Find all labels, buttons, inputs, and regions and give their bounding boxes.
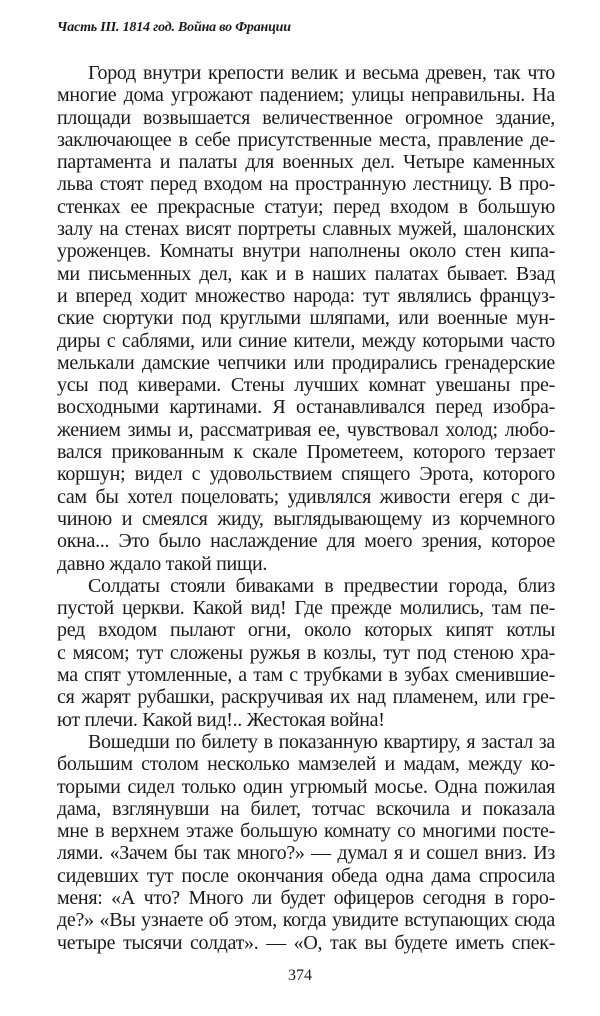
text-line: и вперед ходит множество народа: тут являлись француз- <box>57 284 555 307</box>
text-line: с мясом; тут сложены ружья в козлы, тут под стеною хра- <box>57 641 555 664</box>
text-line: меня: «А что? Много ли будет офицеров сегодня в горо- <box>57 886 555 909</box>
text-line: ред входом пылают огни, около которых кипят котлы <box>57 619 555 642</box>
text-line: многие дома угрожают падением; улицы неправильны. На <box>57 84 555 107</box>
text-line: льва стоят перед входом на пространную лестницу. В про- <box>57 173 555 196</box>
text-line: коршун; видел с удовольствием спящего Эрота, которого <box>57 463 555 486</box>
text-line: Вошедши по билету в показанную квартиру, я застал за <box>88 730 555 753</box>
text-line: усы под киверами. Стены лучших комнат увешаны пре- <box>57 374 555 397</box>
text-line: большим столом несколько мамзелей и мадам, между ко- <box>57 753 555 776</box>
text-line: дама, взглянувши на билет, тотчас вскочила и показала <box>57 797 555 820</box>
text-line: заключающее в себе присутственные места, правление де- <box>57 128 555 151</box>
text-line: восходными картинами. Я останавливался перед изобра- <box>57 396 555 419</box>
text-line: лями. «Зачем бы так много?» — думал я и сошел вниз. Из <box>57 842 555 865</box>
text-line: Солдаты стояли биваками в предвестии города, близ <box>88 574 555 597</box>
text-line: четыре тысячи солдат». — «О, так вы будете иметь спек- <box>57 931 555 954</box>
text-line: сидевших тут после окончания обеда одна дама спросила <box>57 864 555 887</box>
text-line: залу на стенах висят портреты славных мужей, шалонских <box>57 218 555 241</box>
text-line: площади возвышается величественное огромное здание, <box>57 106 555 129</box>
text-line: стенках ее прекрасные статуи; перед входом в большую <box>57 195 555 218</box>
text-line: ма спят утомленные, а там с трубками в зубах сменившие- <box>57 664 555 687</box>
text-line: чиною и смеялся жиду, выглядывающему из корчемного <box>57 507 555 530</box>
text-line: уроженцев. Комнаты внутри наполнены около стен кипа- <box>57 240 555 263</box>
text-line: ми письменных дел, как и в наших палатах бывает. Взад <box>57 262 555 285</box>
text-line: ся жарят рубашки, раскручивая их над пламенем, или гре- <box>57 686 555 709</box>
text-line: окна... Это было наслаждение для моего зрения, которое <box>57 530 555 553</box>
text-line: Город внутри крепости велик и весьма древен, так что <box>88 62 555 84</box>
running-header: Часть III. 1814 год. Война во Франции <box>57 20 291 35</box>
text-line: ют плечи. Какой вид!.. Жестокая война! <box>57 708 385 731</box>
text-line: сам бы хотел поцеловать; удивлялся живости егеря с ди- <box>57 485 555 508</box>
page-number: 374 <box>288 967 312 984</box>
text-line: жением зимы и, рассматривая ее, чувствовал холод; любо- <box>57 418 555 441</box>
body-text <box>57 62 555 954</box>
text-line: пустой церкви. Какой вид! Где прежде молились, там пе- <box>57 597 555 620</box>
text-line: давно ждало такой пищи. <box>57 552 268 575</box>
text-line: торыми сидел только один угрюмый мосье. Одна пожилая <box>57 775 555 798</box>
text-line: мелькали дамские чепчики или продирались гренадерские <box>57 351 555 374</box>
text-line: ские сюртуки под круглыми шляпами, или военные мун- <box>57 307 555 330</box>
text-line: партамента и палаты для военных дел. Четыре каменных <box>57 151 555 174</box>
text-line: мне в верхнем этаже большую комнату со многими посте- <box>57 820 555 843</box>
text-line: де?» «Вы узнаете об этом, когда увидите вступающих сюда <box>57 909 555 932</box>
text-line: вался прикованным к скале Прометеем, которого терзает <box>57 441 555 464</box>
text-line: диры с саблями, или синие кители, между которыми часто <box>57 329 555 352</box>
